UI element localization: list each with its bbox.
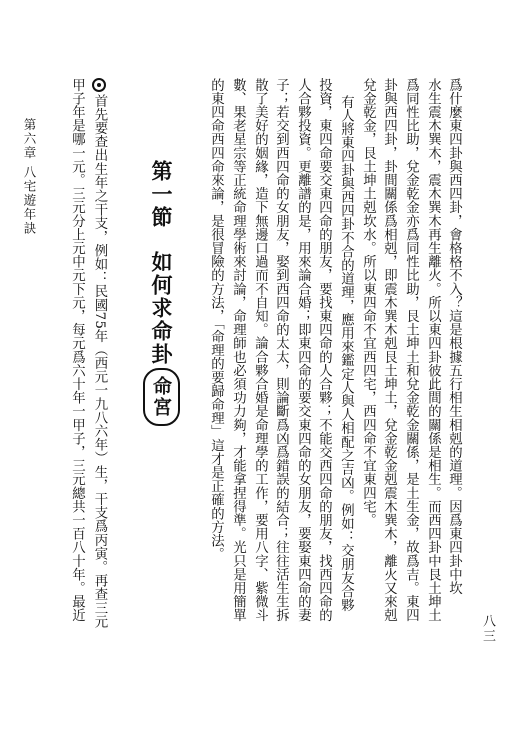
text-column: 甲子年是哪一元。三元分上元中元下元，每元爲六十年一甲子，三元總共一百八十年。最近 <box>69 78 85 622</box>
text-column: 散了美好的姻緣，造下無邊口過而不自知。論合夥合婚是命理學的工作，要用八字、紫微斗 <box>252 78 268 622</box>
section-heading <box>143 160 180 426</box>
text-column: 數、果老星宗等正統命理學術來討論，命理師也必須功力夠，才能拿捏得準。光只是用簡單 <box>230 78 246 622</box>
section-subtitle-badge <box>143 368 180 426</box>
running-header: 第六章 八宅遊年訣 <box>22 118 37 236</box>
text-column: 子；若交到西四命的女朋友，娶到西四命的太太，則論斷爲凶爲錯誤的結合；往往活生生拆 <box>273 78 289 622</box>
text-column: 兌金乾金，艮土坤土剋坎水。所以東四命不宜西四宅，西四命不宜東四宅。 <box>360 78 376 527</box>
text-column: 投資，東四命要交東四命的朋友，要找東四命的人合夥；不能交西四命的朋友，找西四命的 <box>316 78 332 622</box>
text-column <box>92 78 106 628</box>
section-subtitle: 命宮 <box>150 376 172 418</box>
text-column: 有人將東四卦與西四卦不合的道理，應用來鑑定人與人相配之吉凶。例如：交朋友合夥 <box>338 95 354 612</box>
text-column: 爲同性比助，兌金乾金亦爲同性比助，艮土坤土和兌金乾金關係，是土生金，故爲吉。東四 <box>403 78 419 622</box>
text-column: 水生震木巽木，震木巽木再生離火。所以東四卦彼此間的關係是相生。而西四卦中艮土坤土 <box>425 78 441 622</box>
page-number: 八三 <box>480 614 495 644</box>
text-column: 爲什麼東四卦與西四卦，會格格不入？這是根據五行相生相剋的道理。因爲東四卦中坎 <box>446 78 462 595</box>
text-column: 卦與西四卦，卦間關係爲相剋，即震木巽木剋艮土坤土，兌金乾金剋震木巽木，離火又來剋 <box>381 78 397 622</box>
section-number: 第一節 <box>149 160 173 229</box>
text-column: 人合夥投資。更離譜的是，用來論合婚；即東四命的要交東四命的女朋友，要娶東四命的妻 <box>295 78 311 622</box>
bullet-icon <box>92 78 106 92</box>
text-column: 的東四命西四命來論，是很冒險的方法，「命理的要歸命理」這才是正確的方法。 <box>208 78 224 561</box>
text-column-body: 首先要查出生年之干支，例如：民國75年（西元一九八六年）生，干支爲丙寅。再查三元 <box>92 94 107 629</box>
section-title: 如何求命卦 <box>149 251 173 366</box>
